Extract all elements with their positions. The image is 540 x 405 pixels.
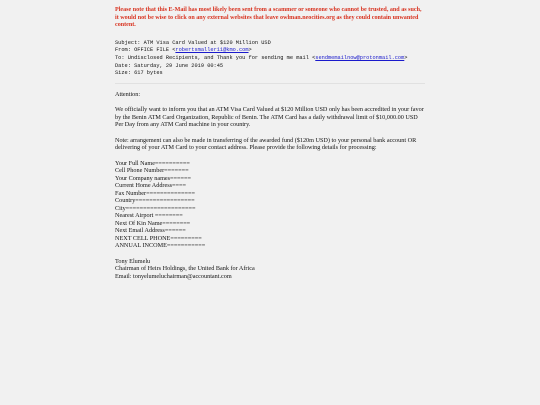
email-headers bbox=[115, 40, 425, 78]
size-line: Size: 617 bytes bbox=[115, 70, 163, 77]
list-item: Fax Number============== bbox=[115, 189, 195, 197]
subject-value: ATM Visa Card Valued at $120 Million USD bbox=[143, 39, 271, 46]
list-item: Next Of Kin Name======== bbox=[115, 219, 191, 227]
list-item: City==================== bbox=[115, 204, 196, 212]
signature-block bbox=[115, 258, 425, 281]
attention-line: Attention: bbox=[115, 90, 141, 98]
from-email-link[interactable]: robertsmaller11@kmo.com bbox=[175, 47, 249, 54]
details-list bbox=[115, 160, 425, 250]
list-item: NEXT CELL PHONE========= bbox=[115, 234, 202, 242]
list-item: ANNUAL INCOME=========== bbox=[115, 242, 206, 250]
to-line: To: Undisclosed Recipients, and Thank you for sending me mail <sendmemailnow@protonmail.com> bbox=[115, 54, 408, 61]
signature-email: Email: tonyelumeluchairman@accountant.com bbox=[115, 272, 232, 280]
to-email-link[interactable]: sendmemailnow@protonmail.com bbox=[315, 54, 405, 61]
body-paragraph-1: We officially want to inform you that an ATM Visa Card Valued at $120 Million USD only has been accredited in your favor by the Benin ATM Card Organization, Republic of Benin. The ATM Card has a daily withdrawal limit of $10,000.00 USD Per Day from any ATM Card machine in your country. bbox=[115, 106, 424, 129]
email-content bbox=[115, 7, 425, 280]
list-item: Your Company names====== bbox=[115, 174, 191, 182]
subject-line: Subject: ATM Visa Card Valued at $120 Million USD bbox=[115, 39, 271, 46]
list-item: Cell Phone Number======= bbox=[115, 167, 189, 175]
list-item: Nearest Airport ======== bbox=[115, 212, 183, 220]
date-line: Date: Saturday, 29 June 2019 00:45 bbox=[115, 62, 224, 69]
list-item: Your Full Name========== bbox=[115, 159, 190, 167]
scam-warning: Please note that this E-Mail has most likely been sent from a scammer or someone who cannot be trusted, and as such, it would not be wise to click on any external websites that leave owlman.neocities.org as they could contain unwanted content. bbox=[115, 7, 422, 29]
email-body bbox=[115, 91, 425, 281]
body-paragraph-2: Note: arrangement can also be made in transferring of the awarded fund ($120m USD) to your personal bank account OR delivering of your ATM Card to your contact address. Please provide the following details for processing: bbox=[115, 136, 417, 152]
list-item: Country================= bbox=[115, 197, 195, 205]
signature-name: Tony Elumelu bbox=[115, 257, 151, 265]
from-line: From: OFFICE FILE <robertsmaller11@kmo.com> bbox=[115, 47, 252, 54]
signature-title: Chairman of Heirs Holdings, the United Bank for Africa bbox=[115, 265, 255, 273]
header-divider bbox=[115, 83, 425, 84]
list-item: Current Home Address==== bbox=[115, 182, 187, 190]
list-item: Next Email Address====== bbox=[115, 227, 186, 235]
